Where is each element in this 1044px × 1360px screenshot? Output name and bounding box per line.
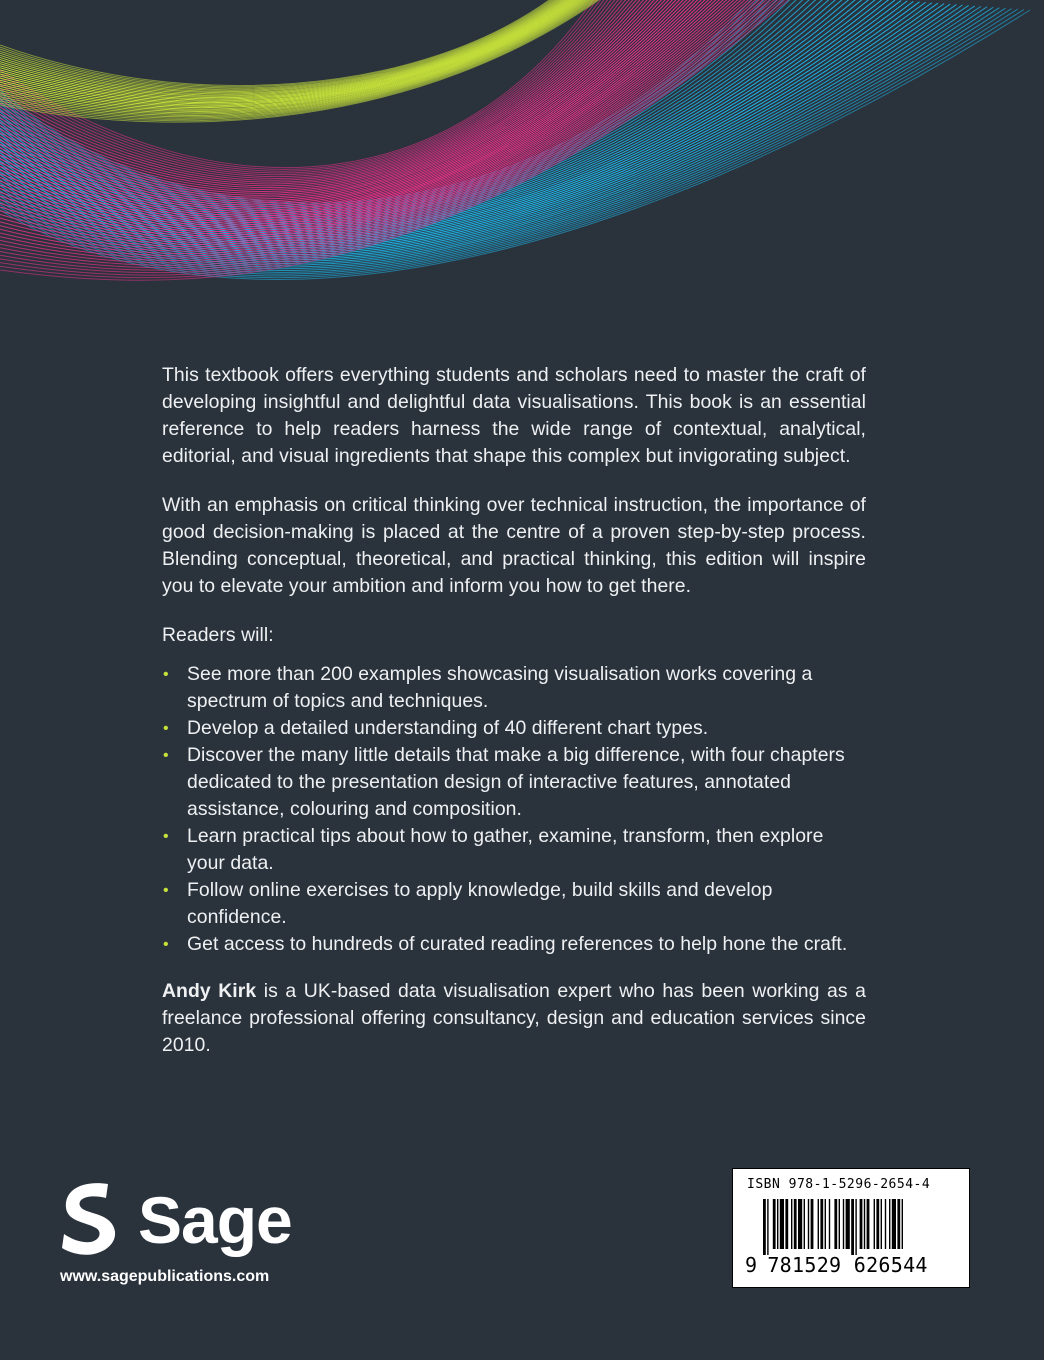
bullet-icon: • <box>163 666 169 683</box>
barcode-bar <box>820 1199 823 1249</box>
barcode-bar <box>843 1199 844 1249</box>
barcode-bar <box>867 1199 870 1249</box>
barcode-bar <box>902 1199 903 1249</box>
author-bio <box>162 978 866 1059</box>
barcode-bars <box>763 1199 949 1255</box>
description-paragraph: This textbook offers everything students and scholars need to master the craft of developing insightful and delightful data visualisations. This book is an essential reference to help readers harness the wide range of contextual, analytical, editorial, and visual ingredients that shape this complex but invigorating subject. <box>162 364 866 467</box>
isbn-main-digits: 781529 626544 <box>767 1253 928 1277</box>
barcode-bar <box>804 1199 805 1249</box>
barcode-bar <box>811 1199 814 1249</box>
bullet-icon: • <box>163 828 169 845</box>
isbn-digits <box>745 1253 928 1277</box>
barcode-bar <box>864 1199 865 1249</box>
back-cover-text <box>162 362 866 1059</box>
green-wave-band <box>0 0 610 122</box>
publisher-url: www.sagepublications.com <box>60 1268 270 1285</box>
bullet-icon: • <box>163 747 169 764</box>
barcode-bar <box>825 1199 826 1249</box>
barcode-bar <box>818 1199 819 1249</box>
barcode-bar <box>773 1199 776 1249</box>
bullet-icon: • <box>163 936 169 953</box>
list-item: • Follow online exercises to apply knowledge, build skills and develop confidence. <box>163 879 773 928</box>
list-item: • Discover the many little details that make a big difference, with four chapters dedicated to the presentation design of interactive features, annotated assistance, colouring and composition. <box>163 744 845 820</box>
author-name: Andy Kirk <box>162 980 257 1002</box>
isbn-lead-digit: 9 <box>745 1253 758 1277</box>
barcode-bar <box>808 1199 809 1249</box>
barcode-bar <box>855 1199 856 1255</box>
barcode-bar <box>885 1199 886 1249</box>
barcode-bar <box>897 1199 900 1249</box>
barcode-bar <box>860 1199 863 1249</box>
readers-will-label: Readers will: <box>162 624 274 646</box>
isbn-label: ISBN 978-1-5296-2654-4 <box>747 1177 931 1192</box>
barcode-bar <box>834 1199 837 1249</box>
barcode-bar <box>798 1199 802 1249</box>
publisher-name: Sage <box>138 1183 292 1257</box>
feature-list <box>162 661 866 958</box>
barcode-bar <box>780 1199 784 1249</box>
barcode-bar <box>794 1199 797 1249</box>
barcode-bar <box>874 1199 875 1249</box>
list-item: • Learn practical tips about how to gather, examine, transform, then explore your data. <box>163 825 824 874</box>
isbn-barcode <box>732 1168 970 1288</box>
cover-wave-artwork <box>0 0 1044 340</box>
author-bio-text: is a UK-based data visualisation expert who has been working as a freelance professional offering consultancy, design and education services since 2010. <box>162 980 866 1056</box>
barcode-bar <box>851 1199 854 1255</box>
barcode-bar <box>785 1199 788 1249</box>
emphasis-paragraph: With an emphasis on critical thinking over technical instruction, the importance of good decision-making is placed at the centre of a proven step-by-step process. Blending conceptual, theoretical, and practical thinking, this edition will inspire you to elevate your ambition and inform you how to get there. <box>162 494 866 597</box>
barcode-bar <box>892 1199 896 1249</box>
barcode-bar <box>763 1199 766 1255</box>
bullet-icon: • <box>163 882 169 899</box>
barcode-bar <box>881 1199 882 1249</box>
barcode-bar <box>791 1199 792 1249</box>
barcode-bar <box>876 1199 879 1249</box>
barcode-bar <box>777 1199 778 1249</box>
barcode-bar <box>846 1199 850 1249</box>
bullet-icon: • <box>163 720 169 737</box>
barcode-bar <box>839 1199 840 1249</box>
list-item: • Develop a detailed understanding of 40 different chart types. <box>162 715 866 742</box>
barcode-bar <box>829 1199 830 1249</box>
barcode-bar <box>889 1199 890 1249</box>
barcode-bar <box>767 1199 768 1255</box>
list-item: • Get access to hundreds of curated reading references to help hone the craft. <box>162 931 866 958</box>
list-item: • See more than 200 examples showcasing visualisation works covering a spectrum of topics and techniques. <box>163 663 813 712</box>
